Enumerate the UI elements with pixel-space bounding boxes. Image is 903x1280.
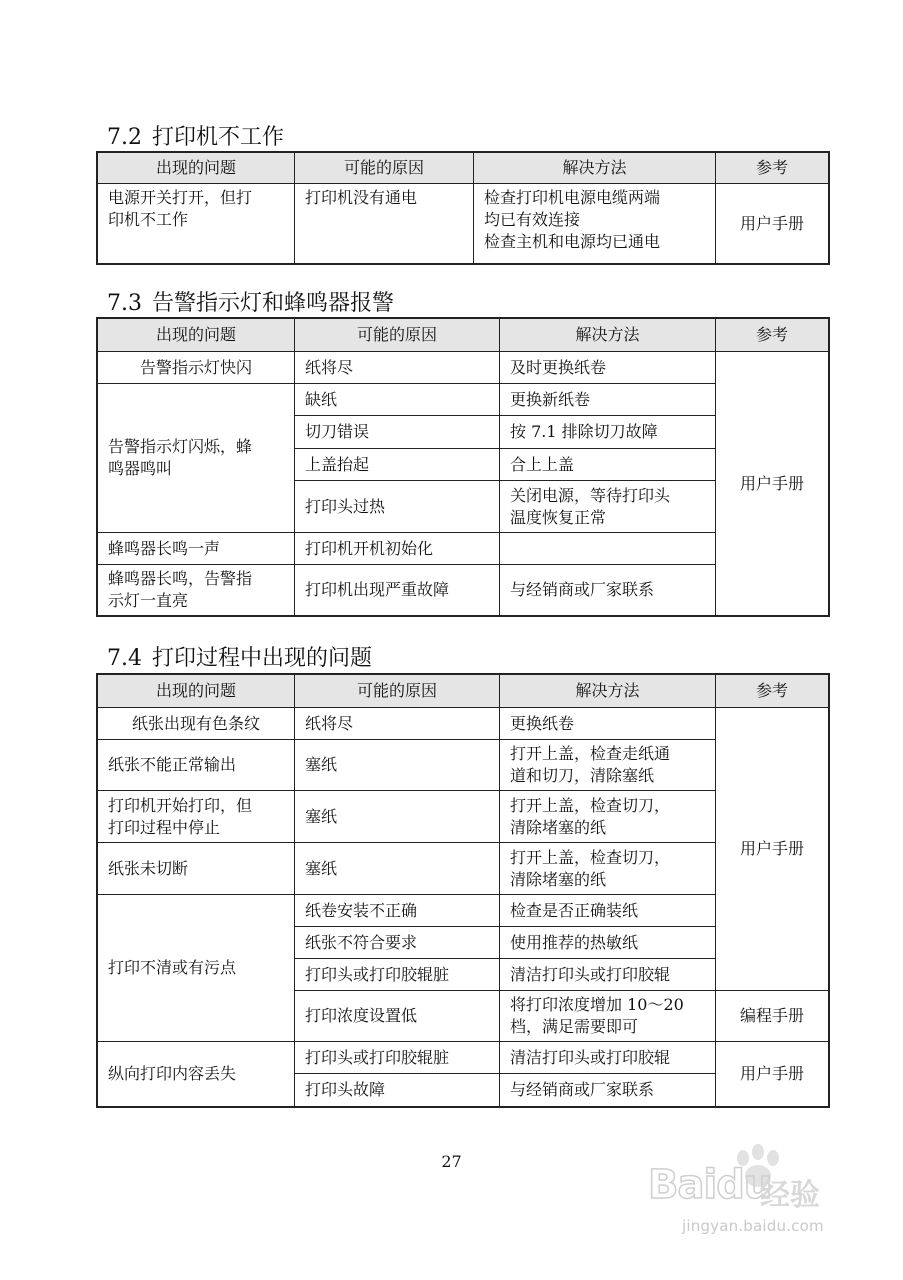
cell-cause: 打印机开机初始化 (295, 533, 500, 565)
section-number: 7.4 (107, 646, 142, 671)
header-cause: 可能的原因 (295, 319, 500, 352)
section-heading-7-3 (107, 286, 394, 317)
cell-cause: 打印头故障 (295, 1074, 500, 1107)
header-reference: 参考 (716, 675, 829, 708)
cell-cause: 打印机没有通电 (295, 184, 474, 264)
header-cause: 可能的原因 (295, 675, 500, 708)
cell-solution: 清洁打印头或打印胶辊 (500, 959, 716, 991)
cell-solution: 使用推荐的热敏纸 (500, 927, 716, 959)
cell-cause: 打印机出现严重故障 (295, 565, 500, 616)
cell-problem: 告警指示灯快闪 (98, 352, 295, 384)
table-header-row (98, 675, 829, 708)
cell-solution: 按 7.1 排除切刀故障 (500, 416, 716, 449)
cell-problem: 蜂鸣器长鸣，告警指 示灯一直亮 (98, 565, 295, 616)
cell-cause: 纸张不符合要求 (295, 927, 500, 959)
section-heading-7-4 (107, 641, 372, 672)
cell-cause: 切刀错误 (295, 416, 500, 449)
cell-cause: 纸将尽 (295, 708, 500, 740)
cell-cause: 打印头或打印胶辊脏 (295, 959, 500, 991)
cell-cause: 塞纸 (295, 791, 500, 843)
page-number: 27 (441, 1152, 462, 1171)
watermark-logo-cn: 经验 (760, 1178, 820, 1213)
cell-solution: 与经销商或厂家联系 (500, 1074, 716, 1107)
cell-solution: 更换新纸卷 (500, 384, 716, 416)
cell-cause: 纸卷安装不正确 (295, 895, 500, 927)
cell-problem: 告警指示灯闪烁，蜂 鸣器鸣叫 (98, 384, 295, 533)
table-row (98, 1042, 829, 1074)
cell-reference: 用户手册 (716, 1042, 829, 1107)
cell-cause: 打印头过热 (295, 481, 500, 533)
cell-solution: 关闭电源，等待打印头 温度恢复正常 (500, 481, 716, 533)
cell-problem: 打印机开始打印，但 打印过程中停止 (98, 791, 295, 843)
header-problem: 出现的问题 (98, 319, 295, 352)
table-7-4 (97, 674, 829, 1107)
header-solution: 解决方法 (500, 319, 716, 352)
cell-cause: 塞纸 (295, 740, 500, 791)
watermark-logo: Baidu (648, 1162, 772, 1208)
header-cause: 可能的原因 (295, 153, 474, 184)
cell-problem: 纸张出现有色条纹 (98, 708, 295, 740)
cell-problem: 蜂鸣器长鸣一声 (98, 533, 295, 565)
table-row (98, 352, 829, 384)
cell-solution: 更换纸卷 (500, 708, 716, 740)
cell-solution (500, 533, 716, 565)
cell-solution: 打开上盖，检查切刀， 清除堵塞的纸 (500, 843, 716, 895)
section-number: 7.2 (107, 125, 142, 150)
table-header-row (98, 319, 829, 352)
section-title: 打印机不工作 (152, 125, 285, 150)
cell-problem: 纸张未切断 (98, 843, 295, 895)
section-title: 打印过程中出现的问题 (152, 646, 373, 671)
cell-solution: 及时更换纸卷 (500, 352, 716, 384)
cell-solution: 清洁打印头或打印胶辊 (500, 1042, 716, 1074)
cell-problem: 打印不清或有污点 (98, 895, 295, 1042)
cell-reference: 用户手册 (716, 708, 829, 991)
section-number: 7.3 (107, 291, 142, 316)
cell-cause: 塞纸 (295, 843, 500, 895)
header-reference: 参考 (716, 153, 829, 184)
cell-solution: 检查是否正确装纸 (500, 895, 716, 927)
header-problem: 出现的问题 (98, 675, 295, 708)
cell-cause: 打印头或打印胶辊脏 (295, 1042, 500, 1074)
cell-cause: 打印浓度设置低 (295, 991, 500, 1042)
cell-solution: 打开上盖，检查走纸通 道和切刀，清除塞纸 (500, 740, 716, 791)
header-problem: 出现的问题 (98, 153, 295, 184)
cell-cause: 纸将尽 (295, 352, 500, 384)
cell-cause: 上盖抬起 (295, 449, 500, 481)
table-header-row (98, 153, 829, 184)
cell-solution: 与经销商或厂家联系 (500, 565, 716, 616)
table-row (98, 184, 829, 264)
header-reference: 参考 (716, 319, 829, 352)
cell-solution: 打开上盖，检查切刀， 清除堵塞的纸 (500, 791, 716, 843)
cell-problem: 纵向打印内容丢失 (98, 1042, 295, 1107)
section-heading-7-2 (107, 120, 284, 151)
cell-problem: 电源开关打开，但打 印机不工作 (98, 184, 295, 264)
cell-problem: 纸张不能正常输出 (98, 740, 295, 791)
cell-reference: 用户手册 (716, 352, 829, 616)
cell-solution: 合上上盖 (500, 449, 716, 481)
table-7-2 (97, 152, 829, 264)
cell-solution: 检查打印机电源电缆两端 均已有效连接 检查主机和电源均已通电 (474, 184, 716, 264)
header-solution: 解决方法 (500, 675, 716, 708)
cell-cause: 缺纸 (295, 384, 500, 416)
cell-reference: 用户手册 (716, 184, 829, 264)
cell-reference: 编程手册 (716, 991, 829, 1042)
table-7-3 (97, 318, 829, 616)
watermark-url: jingyan.baidu.com (682, 1217, 824, 1235)
section-title: 告警指示灯和蜂鸣器报警 (152, 291, 395, 316)
header-solution: 解决方法 (474, 153, 716, 184)
table-row (98, 708, 829, 740)
cell-solution: 将打印浓度增加 10～20 档，满足需要即可 (500, 991, 716, 1042)
